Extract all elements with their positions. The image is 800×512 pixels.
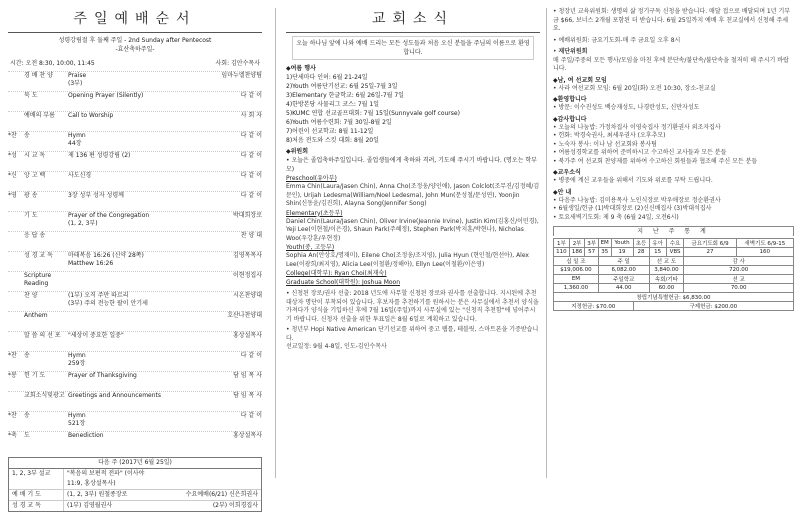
thanks-item: • 북가주 여 선교회 찬양제를 위하여 수고하신 회원들과 협조해 주신 모든 분들	[553, 157, 758, 165]
worship-order-column	[0, 0, 268, 509]
stats-cell: 선 교	[684, 275, 794, 284]
visit-body: • 병중에 계신 교우들을 위해서 기도와 위로를 부탁 드립니다.	[553, 177, 713, 184]
order-desc-sub: Matthew 16:26	[68, 260, 114, 267]
order-desc-sub: 259장	[68, 360, 86, 367]
worship-meta	[8, 58, 262, 69]
order-desc-main: 사도신경	[68, 172, 92, 179]
order-desc-main: 3장 성부 성자 성령께	[68, 192, 124, 199]
welcome-heading: ◆환영합니다	[553, 96, 587, 103]
order-item	[8, 231, 262, 251]
thanks-text: 여름성경학교를 위하여 준비하시고 수고하신 교사들과 모든 분들	[558, 149, 727, 156]
order-desc	[68, 252, 210, 268]
order-desc-main: Benediction	[68, 432, 104, 439]
stats-cell: 186	[569, 248, 585, 257]
stats-cell: 감 사	[684, 257, 794, 266]
order-mark: *봉	[8, 372, 17, 379]
worship-sub2: -효산축하주일-	[115, 46, 155, 53]
order-leader: 홍상설목사	[233, 432, 262, 439]
ann-text: 6월생일/헌금 (1)박대희장로 (2)신신배집사 (3)박대석집사	[558, 205, 712, 212]
summer-item: 1)단세마다 인허: 6월 21-24일	[286, 74, 368, 81]
grad-school-label: Graduate School(대학원): Joshua Moon	[286, 279, 401, 286]
order-leader: 사 회 자	[240, 112, 262, 119]
order-name: 응 답 송	[24, 232, 46, 239]
order-desc-main: Greetings and Announcements	[68, 392, 162, 399]
order-item	[8, 411, 262, 431]
stats-cell: 유아	[649, 239, 666, 248]
order-leader: 김영목목사	[233, 252, 262, 259]
order-leader: 다 같 이	[240, 412, 262, 419]
order-desc	[68, 212, 210, 228]
order-desc	[68, 412, 210, 428]
order-leader: 임마누엘찬양팀	[221, 72, 262, 79]
order-item	[8, 371, 262, 391]
order-name: 성 경 교 독	[24, 252, 53, 259]
order-name: 경 배 찬 양	[24, 72, 53, 79]
stats-cell: 57	[585, 248, 598, 257]
order-item	[8, 251, 262, 271]
stats-table	[553, 238, 794, 311]
order-desc-main: Hymn	[68, 352, 86, 359]
order-leader: 박대희장로	[233, 212, 262, 219]
order-desc	[68, 192, 210, 200]
stats-cell: 3부	[585, 239, 598, 248]
next-week-value-2	[161, 469, 261, 489]
stats-cell: 27	[684, 248, 736, 257]
order-desc	[68, 172, 210, 180]
elementary-label: Elementary(초등부)	[286, 209, 343, 217]
next-week-row	[9, 469, 261, 490]
order-name: 교회소식및광고	[24, 392, 65, 399]
stats-cell: 1,360.00	[554, 284, 599, 293]
thanks-text: 헌화: 박경숙권사, 최세우권사 (오후추모)	[558, 132, 666, 139]
order-desc	[68, 372, 210, 380]
preschool-names: Emma Chin(Laura/Jasen Chin), Anna Cho(조정웅/양인애), Jason Colclot(조무진/김정혜/김문인), Urijah Ledesma(William/Noel Ledesma), John Mun(문성철/문성연), Yoonjin Shin(신동윤/김진희), Alayna Song(Jennifer Song)	[286, 183, 540, 207]
order-name: 앙 고 백	[24, 172, 46, 179]
stats-cell: 110	[554, 248, 570, 257]
committee-heading: ◆위원회	[286, 148, 309, 155]
thanks-list	[553, 124, 794, 167]
summer-item: 5)KUMC 연합 선교골프대회: 7월 15일(Sunnyvale golf course)	[286, 110, 460, 117]
order-desc-main: (1부) 오직 주만 따르리	[68, 292, 129, 299]
order-name: 헌 기 도	[24, 372, 46, 379]
stats-cell: 28	[633, 248, 649, 257]
ann-item: • 6월생일/헌금 (1)박대희장로 (2)신신배집사 (3)박대석집사	[553, 205, 712, 212]
order-desc-sub: (1, 2, 3부)	[68, 220, 98, 227]
stats-cell: 1부	[554, 239, 570, 248]
stats-cell: EM	[598, 239, 611, 248]
stats-title: 지 난 주 통 계	[553, 226, 794, 236]
next-week-value: "복음의 보편적 전파" (이사야 11:9, 홍상설목사)	[67, 470, 145, 487]
thanks-item: • 오늘의 나눔밥: 가정차집사 이영숙집사 정기환권사 외조자집사	[553, 123, 721, 131]
finance-notice: • 재단위원회	[553, 48, 588, 55]
prayer-notice: • 예배위원회: 금요기도회-매 주 금요일 오후 8시	[553, 36, 681, 44]
summer-item: 4)한방본당 사물리그 코스: 7월 1일	[286, 101, 379, 108]
order-item	[8, 131, 262, 151]
news-title: 교회소식	[371, 11, 455, 27]
order-mark: *찬	[8, 352, 17, 359]
summer-item: 3)Elementary 한글학교: 6월 26일-7월 7일	[286, 92, 404, 99]
designated-fund: 지정헌금: $70.00	[554, 302, 634, 311]
order-name: 시 교 독	[24, 152, 46, 159]
order-name: 말 씀 의 선 포	[24, 332, 61, 339]
order-item	[8, 151, 262, 171]
next-week-row	[9, 501, 261, 511]
welcome-body: • 방문: 이수진성도 백승재성도, 나경란성도, 신만자성도	[553, 104, 700, 111]
order-leader: 홍상설목사	[233, 332, 262, 339]
mission-date: 선교일정: 9월 4-8일, 인도-김인수목사	[286, 343, 387, 350]
order-item	[8, 311, 262, 331]
order-leader: 다 같 이	[240, 172, 262, 179]
order-desc-main: 마태복음 16:26 (신약 28쪽)	[68, 252, 144, 259]
order-leader: 찬 양 대	[240, 232, 262, 239]
order-desc-main: Opening Prayer (Silently)	[68, 92, 144, 99]
order-desc-sub: (3부)	[68, 80, 83, 87]
summer-list	[286, 73, 540, 145]
welcome-message: 오늘 하나님 앞에 나와 예배 드리는 모든 성도들과 처음 오신 분들을 주님의 이름으로 환영합니다.	[292, 36, 534, 60]
order-desc	[68, 132, 210, 148]
stats-cell: 6,082.00	[598, 266, 649, 275]
order-desc-main: "세상이 중요한 일중"	[68, 332, 124, 339]
preschool-label: Preschool(유아부)	[286, 175, 337, 182]
thanks-item: • 노숙자 봉사: 이나 남 선교회와 봉사팀	[553, 140, 657, 148]
order-mark: *영	[8, 192, 17, 199]
order-leader: 다 같 이	[240, 352, 262, 359]
elder-election: • 신청된 장로/권사 선출: 2018 년도에 사무할 신청된 장로와 권사를 선출합니다. 지시된에 추천대상자 명단이 부착되어 있습니다. 후보자를 추천하기를 원하시는 분은 사무실에서 추천서 양식을 가져다가 양식을 기입하신 후에 7월 16일(주일)까지 사무실에 있는 "신청직 추천함"에 넣어주시기 바랍니다. 신청자 선출을 위한 투표일은 8월 6일로 계획하고 있습니다.	[286, 290, 539, 323]
order-desc	[68, 432, 210, 440]
order-item	[8, 91, 262, 111]
order-name: 기 도	[24, 212, 38, 219]
order-leader: 이현정집사	[233, 272, 262, 279]
order-desc-main: Hymn	[68, 412, 86, 419]
order-item	[8, 171, 262, 191]
order-mark: *신	[8, 172, 17, 179]
stats-cell: 70.00	[684, 284, 794, 293]
order-leader: 다 같 이	[240, 152, 262, 159]
next-week-key: 성 경 교 독	[9, 501, 64, 511]
visit-heading: ◆교우소식	[553, 169, 581, 176]
men-heading: ◆남, 여 선교회 모임	[553, 76, 607, 84]
thanks-text: 북가주 여 선교회 찬양제를 위하여 수고하신 회원들과 협조해 주신 모든 분들	[558, 157, 758, 165]
order-desc	[68, 332, 210, 340]
order-desc	[68, 152, 210, 160]
order-desc-main: Hymn	[68, 132, 86, 139]
order-mark: *성	[8, 152, 17, 159]
order-leader: 시온찬양대	[233, 292, 262, 299]
stats-cell: 속회/기타	[649, 275, 684, 284]
next-week-key: 예 배 기 도	[9, 490, 64, 500]
youth-label: Youth(중, 고등부)	[286, 244, 335, 251]
relief-fund: 구제헌금: $200.00	[633, 302, 793, 311]
summer-item: 2)Youth 여름단기선교: 6월 25일-7월 3일	[286, 83, 398, 90]
order-leader: 다 같 이	[240, 132, 262, 139]
worship-subtitle: 성령강림절 후 둘째 주일 - 2nd Sunday after Pentecost	[58, 37, 212, 44]
order-item	[8, 191, 262, 211]
order-name: Scripture Reading	[24, 272, 52, 287]
order-mark: *찬	[8, 132, 17, 139]
stats-cell: 160	[736, 248, 793, 257]
order-list	[8, 71, 262, 451]
order-item	[8, 271, 262, 291]
ann-text: 토요새벽기도회: 제 9 축 (6월 24일, 오전6시)	[558, 213, 679, 221]
order-item	[8, 111, 262, 131]
next-week-box	[8, 457, 262, 512]
thanks-item: • 헌화: 박경숙권사, 최세우권사 (오후추모)	[553, 132, 666, 139]
order-item	[8, 391, 262, 411]
order-item	[8, 331, 262, 351]
stats-cell: 720.00	[684, 266, 794, 275]
stats-cell: 19	[611, 248, 633, 257]
order-name: 송	[24, 352, 30, 359]
stats-cell: 35	[598, 248, 611, 257]
thanks-text: 오늘의 나눔밥: 가정차집사 이영숙집사 정기환권사 외조자집사	[558, 123, 721, 131]
order-name: 찬 양	[24, 292, 38, 299]
order-name: 송	[24, 412, 30, 419]
order-leader: 담 임 목 사	[233, 372, 262, 379]
summer-item: 6)Youth 여름수련회: 7월 30일-8월 2일	[286, 119, 392, 126]
stats-cell: 주 일	[598, 257, 649, 266]
order-desc	[68, 392, 210, 400]
order-desc	[68, 72, 210, 88]
news-column-2	[549, 0, 800, 486]
order-desc	[68, 292, 210, 308]
stats-cell: 3,840.00	[649, 266, 684, 275]
stats-cell: 2부	[569, 239, 585, 248]
order-desc-main: Praise	[68, 72, 87, 79]
stats-cell: EM	[554, 275, 599, 284]
men-body: • 사라 여선교회 모임: 6월 20일(화) 오전 10:30, 장소-친교실	[553, 84, 716, 92]
order-desc-main: Call to Worship	[68, 112, 114, 119]
ann-list	[553, 197, 794, 223]
stats-cell: 60.00	[649, 284, 684, 293]
order-name: 묵 도	[24, 92, 38, 99]
order-name: 예배의 부름	[24, 112, 55, 119]
next-week-row	[9, 490, 261, 501]
order-desc	[68, 92, 210, 100]
thanks-text: 노숙자 봉사: 이나 남 선교회와 봉사팀	[558, 140, 657, 148]
order-desc-main: Prayer of the Congregation	[68, 212, 150, 219]
stats-cell: 선 교 도	[649, 257, 684, 266]
order-desc-main: Prayer of Thanksgiving	[68, 372, 137, 379]
order-leader: 다 같 이	[240, 92, 262, 99]
next-week-value-2: 수요예배(6/21) 신은희권사	[185, 491, 258, 498]
stats-cell: Youth	[611, 239, 633, 248]
summer-heading: ◆여름 행사	[286, 65, 316, 72]
order-leader: 다 같 이	[240, 192, 262, 199]
stats-cell: 15	[649, 248, 666, 257]
order-desc-sub: 521장	[68, 420, 86, 427]
ann-heading: ◆안 내	[553, 188, 572, 196]
order-item	[8, 71, 262, 91]
worship-title: 주일예배순서	[73, 11, 197, 27]
summer-item: 8)처음 전도와 스킷 대회: 8월 20일	[286, 137, 379, 144]
building-fund: 창립기념특별헌금: $6,830.00	[554, 293, 794, 302]
order-desc	[68, 352, 210, 368]
stats-cell: 수요	[666, 239, 684, 248]
worship-time: 시간: 오전 8:30, 10:00, 11:45	[10, 60, 95, 67]
stats-cell: 금요기도회 6/9	[684, 239, 736, 248]
order-leader: 호산나찬양대	[227, 312, 262, 319]
next-week-header: 다음 주 (2017년 6월 25일)	[9, 458, 261, 469]
college-label: College(대학부): Ryan Choi(최재숙)	[286, 270, 387, 277]
order-mark: *찬	[8, 412, 17, 419]
stats-cell: VBS	[666, 248, 684, 257]
next-week-key: 1, 2, 3부 설교	[9, 469, 64, 489]
summer-item: 7)어린이 선교학교: 8월 11-12일	[286, 128, 374, 135]
order-item	[8, 351, 262, 371]
ann-item: • 토요새벽기도회: 제 9 축 (6월 24일, 오전6시)	[553, 213, 679, 221]
order-desc-sub: (3부) 주의 전능한 팔이 안기세	[68, 300, 148, 307]
order-desc-main: 제 136 편 성령강림 (2)	[68, 152, 131, 159]
order-name: Anthem	[24, 312, 48, 319]
stats-cell: 초등	[633, 239, 649, 248]
youth-names: Sophia An(안상호/명재미), Eilene Cho(조정웅/조지영), Julia Hyun (현인철/현선아), Alex Lee(이광희/최지영), Alicia Lee(이철환/정해아), Ellyn Lee(이철환/이은영)	[286, 252, 529, 268]
next-week-value-2: (2부) 이희경집사	[212, 502, 258, 509]
thanks-item: • 여름성경학교를 위하여 준비하시고 수고하신 교사들과 모든 분들	[553, 149, 727, 156]
next-week-value: (1, 2, 3부) 원철종장로	[67, 491, 128, 498]
edu-notice: • 청장년 교육위원회: 생명의 삶 정기구독 신청을 받습니다. 매달 접으로 배달되며 1년 기부금 $66, 보너스 2개월 포함된 더 받습니다. 6월 25일까지 예배 후 친교실에서 신청해 주세요.	[553, 8, 791, 32]
graduation-notice: • 오늘은 졸업축하주일입니다. 졸업생들에게 축하와 격려, 기도해 주시기 바랍니다. (명오는 학부모)	[286, 157, 537, 173]
youth-mission: • 청년부 Hopi Native American 단기선교를 위하여 중고 웹를, 테블릿, 스마트폰을 기증받습니다.	[286, 326, 539, 342]
order-name: 광 송	[24, 192, 38, 199]
order-desc	[68, 112, 210, 120]
stats-cell: 44.00	[598, 284, 649, 293]
order-desc-sub: 44장	[68, 140, 82, 147]
stats-cell: 새벽기도 6/9-15	[736, 239, 793, 248]
finance-body: 매 주일/주중의 모든 행사/모임을 마친 후에 분단속/불단속/불단속을 철저히 해 주시기 바랍니다.	[553, 56, 789, 72]
order-name: 송	[24, 132, 30, 139]
ann-item: • 다음주 나눔밥: 김미용목사 노인식장로 박우애장로 정순환권사	[553, 196, 721, 204]
stats-cell: 주일학교	[598, 275, 649, 284]
ann-text: 다음주 나눔밥: 김미용목사 노인식장로 박우애장로 정순환권사	[558, 196, 721, 204]
stats-cell: 십 일 조	[554, 257, 599, 266]
thanks-heading: ◆감사합니다	[553, 115, 587, 123]
worship-presider: 사회: 김안수목사	[215, 60, 260, 67]
stats-cell: $19,006.00	[554, 266, 599, 275]
order-item	[8, 211, 262, 231]
order-name: 도	[24, 432, 30, 439]
elementary-names: Daniel Chin(Laura/Jasen Chin), Oliver Irvine(Jeannie Irvine), Justin Kim(김홍신/이민경), Yeji Lee(이현철/이은경), Shaun Park(주혜정), Stephen Park(박지훈/박현나), Nicholas Woo(우강훈/우현정)	[286, 217, 539, 242]
news-column	[282, 0, 544, 486]
order-mark: *축	[8, 432, 17, 439]
next-week-value: (1부) 김영월권사	[67, 502, 113, 509]
order-item	[8, 431, 262, 451]
order-leader: 담 임 목 사	[233, 392, 262, 399]
order-item	[8, 291, 262, 311]
